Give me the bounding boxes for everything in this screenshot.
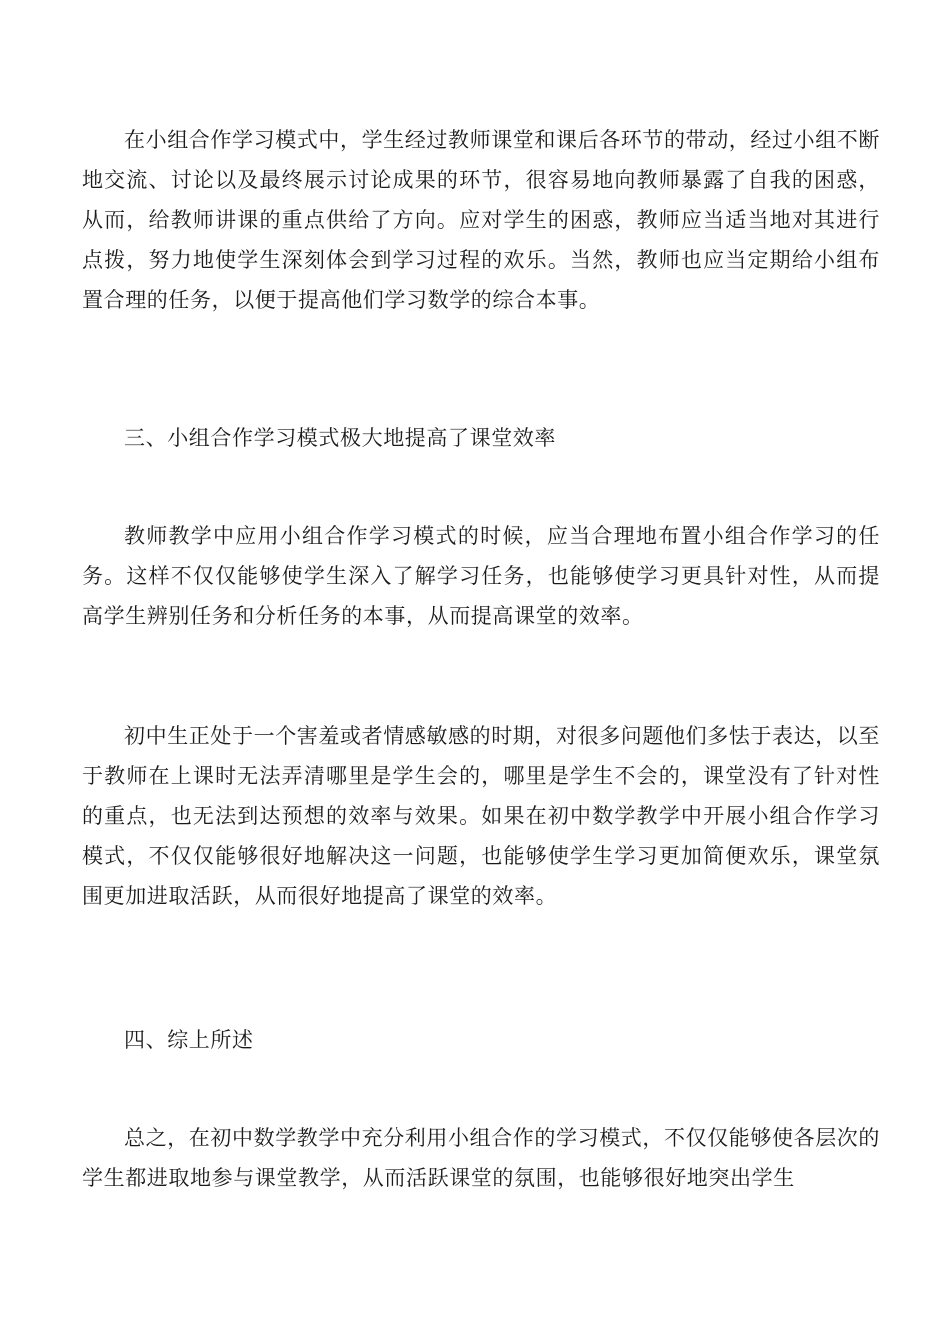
section-heading-4: 四、综上所述 [124, 1028, 254, 1052]
paragraph-conclusion: 总之，在初中数学教学中充分利用小组合作的学习模式，不仅仅能够使各层次的学生都进取地参与课堂教学，从而活跃课堂的氛围，也能够很好地突出学生 [82, 1126, 880, 1190]
section-heading-3: 三、小组合作学习模式极大地提高了课堂效率 [124, 426, 556, 450]
paragraph-student-shyness: 初中生正处于一个害羞或者情感敏感的时期，对很多问题他们多怯于表达，以至于教师在上课时无法弄清哪里是学生会的，哪里是学生不会的，课堂没有了针对性的重点，也无法到达预想的效率与效果。如果在初中数学教学中开展小组合作学习模式，不仅仅能够很好地解决这一问题，也能够使学生学习更加简便欢乐，课堂氛围更加进取活跃，从而很好地提高了课堂的效率。 [82, 724, 880, 908]
document-page [82, 0, 880, 1344]
paragraph-task-assignment: 教师教学中应用小组合作学习模式的时候，应当合理地布置小组合作学习的任务。这样不仅仅能够使学生深入了解学习任务，也能够使学习更具针对性，从而提高学生辨别任务和分析任务的本事，从而提高课堂的效率。 [82, 524, 880, 628]
paragraph-group-discussion: 在小组合作学习模式中，学生经过教师课堂和课后各环节的带动，经过小组不断地交流、讨论以及最终展示讨论成果的环节，很容易地向教师暴露了自我的困惑，从而，给教师讲课的重点供给了方向。应对学生的困惑，教师应当适当地对其进行点拨，努力地使学生深刻体会到学习过程的欢乐。当然，教师也应当定期给小组布置合理的任务，以便于提高他们学习数学的综合本事。 [82, 128, 880, 312]
